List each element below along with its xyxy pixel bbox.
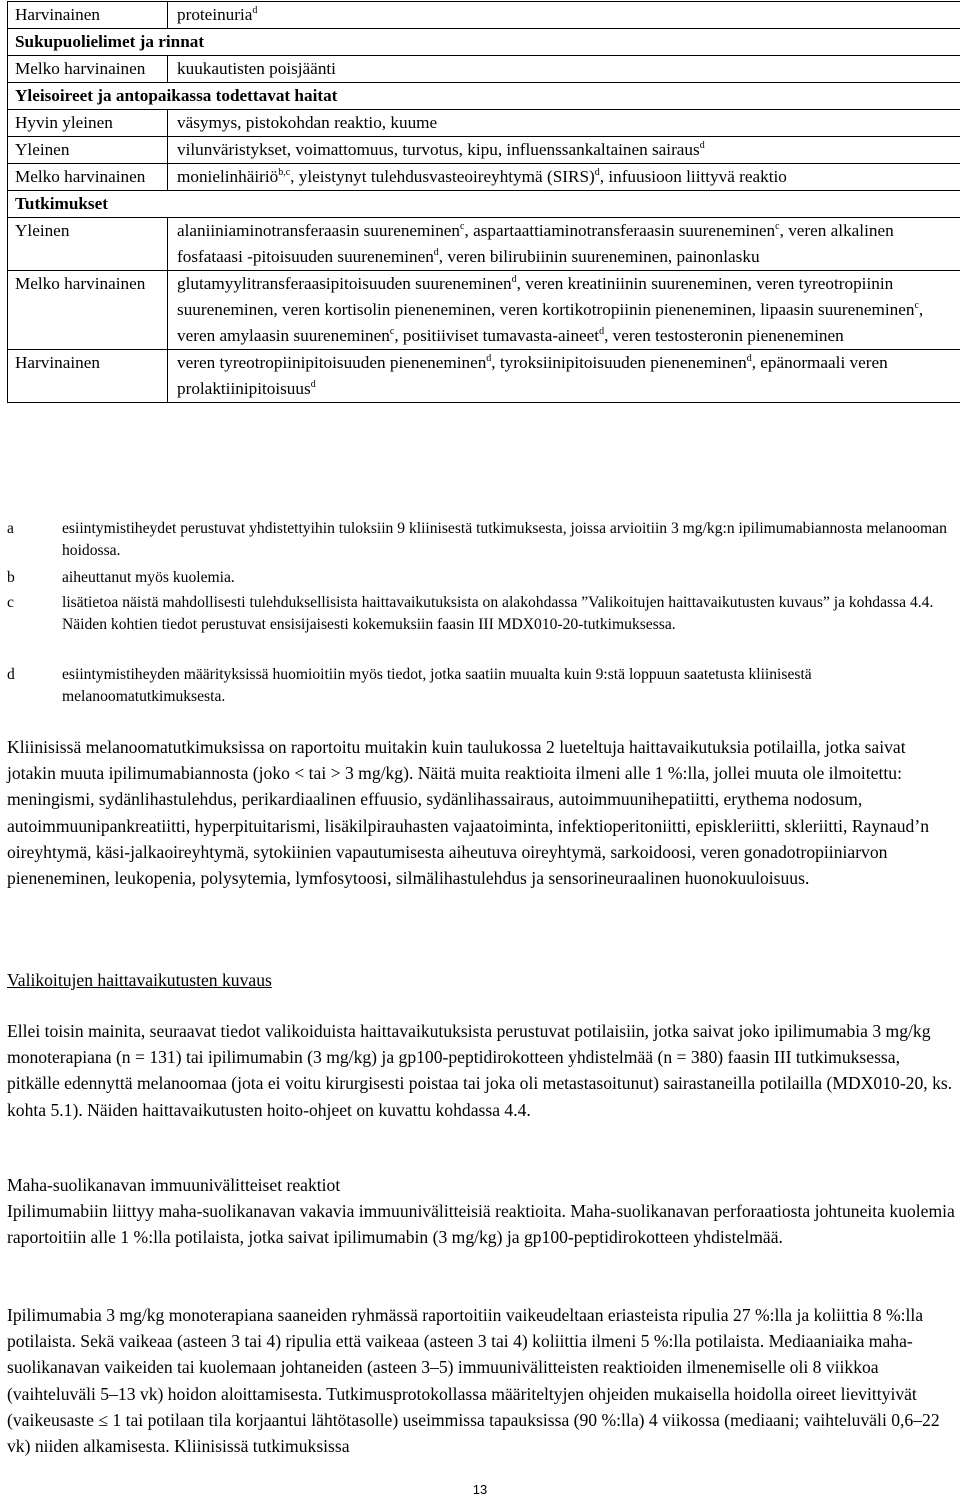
footnote-marker: c [7, 594, 14, 611]
frequency-cell: Yleinen [8, 137, 168, 164]
section-heading-selected-reactions: Valikoitujen haittavaikutusten kuvaus [7, 970, 272, 990]
section-row [8, 29, 960, 56]
footnote-text: esiintymistiheydet perustuvat yhdistettyihin tuloksiin 9 kliinisestä tutkimuksesta, joissa arvioitiin 3 mg/kg:n ipilimumabiannosta melanooman hoidossa. [62, 520, 947, 559]
reaction-cell: monielinhäiriö$^{b,c}$, yleistynyt tulehdusvasteoireyhtymä (SIRS)$^d$, infuusioon liittyvä reaktio [168, 164, 960, 191]
table-row [8, 271, 960, 350]
reaction-cell: kuukautisten poisjäänti [168, 56, 960, 83]
footnote-marker: a [7, 520, 14, 537]
footnote-text: lisätietoa näistä mahdollisesti tulehduksellisista haittavaikutuksista on alakohdassa ”Valikoitujen haittavaikutusten kuvaus” ja kohdassa 4.4. Näiden kohtien tiedot perustuvat ensisijaisesti kokemuksiin faasin III MDX010-20-tutkimuksessa. [62, 594, 934, 633]
frequency-cell: Hyvin yleinen [8, 110, 168, 137]
table-row [8, 110, 960, 137]
section-heading: Yleisoireet ja antopaikassa todettavat haitat [8, 83, 960, 110]
reaction-cell: vilunväristykset, voimattomuus, turvotus, kipu, influenssankaltainen sairaus$^d$ [168, 137, 960, 164]
section-heading: Sukupuolielimet ja rinnat [8, 29, 960, 56]
frequency-cell: Yleinen [8, 218, 168, 271]
paragraph-gi-monotherapy: Ipilimumabia 3 mg/kg monoterapiana saaneiden ryhmässä raportoitiin vaikeudeltaan eriasteista ripulia 27 %:lla ja koliittia 8 %:lla potilaista. Sekä vaikeaa (asteen 3 tai 4) ripulia että vaikeaa (asteen 3 tai 4) koliittia ilmeni 5 %:lla potilaista. Mediaaniaika maha-suolikanavan vaikeiden tai kuolemaan johtaneiden (asteen 3–5) immuunivälitteisten reaktioiden ilmenemiselle oli 8 viikkoa (vaihteluväli 5–13 vk) hoidon aloittamisesta. Tutkimusprotokollassa määriteltyjen ohjeiden mukaisella hoidolla oireet lievittyivät (vaikeusaste ≤ 1 tai potilaan tila korjaantui lähtötasolle) useimmissa tapauksissa (90 %:lla) 4 viikossa (mediaani; vaihteluväli 0,6–22 vk) niiden alkamisesta. Kliinisissä tutkimuksissa [7, 1305, 940, 1457]
reaction-cell: proteinuria$^d$ [168, 2, 960, 29]
footnote-text: aiheuttanut myös kuolemia. [62, 569, 235, 586]
frequency-cell: Harvinainen [8, 350, 168, 403]
table-row [8, 164, 960, 191]
adverse-reactions-table [7, 1, 960, 403]
frequency-cell: Melko harvinainen [8, 271, 168, 350]
footnote-c [7, 592, 952, 635]
table-row [8, 218, 960, 271]
table-row [8, 350, 960, 403]
footnote-d [7, 664, 952, 707]
paragraph-other-reactions: Kliinisissä melanoomatutkimuksissa on raportoitu muitakin kuin taulukossa 2 lueteltuja haittavaikutuksia potilailla, jotka saivat jotakin muuta ipilimumabiannosta (joko < tai > 3 mg/kg). Näitä muita reaktioita ilmeni alle 1 %:lla, jollei muuta ole ilmoitettu: meningismi, sydänlihastulehdus, perikardiaalinen effuusio, sydänlihassairaus, autoimmuunihepatiitti, erythema nodosum, autoimmuunipankreatiitti, hyperpituitarismi, lisäkilpirauhasten vajaatoiminta, infektioperitoniitti, episkleriitti, skleriitti, Raynaud’n oireyhtymä, käsi-jalkaoireyhtymä, sytokiinien vapautumisesta aiheutuva oireyhtymä, sarkoidoosi, veren gonadotropiiniarvon pieneneminen, leukopenia, polysytemia, lymfosytoosi, silmälihastulehdus ja sensorineuraalinen huonokuuloisuus. [7, 737, 930, 889]
section-heading: Tutkimukset [8, 191, 960, 218]
footnote-marker: d [7, 666, 15, 683]
footnote-b [7, 567, 952, 589]
paragraph-selected-reactions: Ellei toisin mainita, seuraavat tiedot valikoiduista haittavaikutuksista perustuvat potilaisiin, jotka saivat joko ipilimumabia 3 mg/kg monoterapiana (n = 131) tai ipilimumabin (3 mg/kg) ja gp100-peptidirokotteen yhdistelmää (n = 380) faasin III tutkimuksessa, pitkälle edennyttä melanoomaa (jota ei voitu kirurgisesti poistaa tai joka oli metastasoitunut) sairastaneilla potilailla (MDX010-20, ks. kohta 5.1). Näiden haittavaikutusten hoito-ohjeet on kuvattu kohdassa 4.4. [7, 1021, 953, 1120]
reaction-cell: alaniiniaminotransferaasin suureneminen$^c$, aspartaattiaminotransferaasin suureneminen$^c$, veren alkalinen fosfataasi -pitoisuuden suureneminen$^d$, veren bilirubiinin suureneminen, painonlasku [168, 218, 960, 271]
reaction-cell: veren tyreotropiinipitoisuuden pieneneminen$^d$, tyroksiinipitoisuuden pieneneminen$^d$, epänormaali veren prolaktiinipitoisuus$^d$ [168, 350, 960, 403]
page-number: 13 [472, 1482, 488, 1497]
table-row [8, 137, 960, 164]
footnote-text: esiintymistiheyden määrityksissä huomioitiin myös tiedot, jotka saatiin muualta kuin 9:stä loppuun saatetusta kliinisestä melanoomatutkimuksesta. [62, 666, 812, 705]
section-row [8, 191, 960, 218]
frequency-cell: Melko harvinainen [8, 164, 168, 191]
table-row [8, 2, 960, 29]
table-row [8, 56, 960, 83]
section-row [8, 83, 960, 110]
reaction-cell: glutamyylitransferaasipitoisuuden suureneminen$^d$, veren kreatiniinin suureneminen, veren tyreotropiinin suureneminen, veren kortisolin pieneneminen, veren kortikotropiinin pieneneminen, lipaasin suureneminen$^c$, veren amylaasin suureneminen$^c$, positiiviset tumavasta-aineet$^d$, veren testosteronin pieneneminen [168, 271, 960, 350]
footnote-a [7, 518, 952, 561]
frequency-cell: Melko harvinainen [8, 56, 168, 83]
subheading-gi-reactions: Maha-suolikanavan immuunivälitteiset reaktiot [7, 1175, 341, 1195]
paragraph-gi-intro: Ipilimumabiin liittyy maha-suolikanavan vakavia immuunivälitteisiä reaktioita. Maha-suolikanavan perforaatiosta johtuneita kuolemia raportoitiin alle 1 %:lla potilaista, jotka saivat ipilimumabin (3 mg/kg) ja gp100-peptidirokotteen yhdistelmää. [7, 1201, 955, 1248]
footnote-marker: b [7, 569, 15, 586]
frequency-cell: Harvinainen [8, 2, 168, 29]
reaction-cell: väsymys, pistokohdan reaktio, kuume [168, 110, 960, 137]
